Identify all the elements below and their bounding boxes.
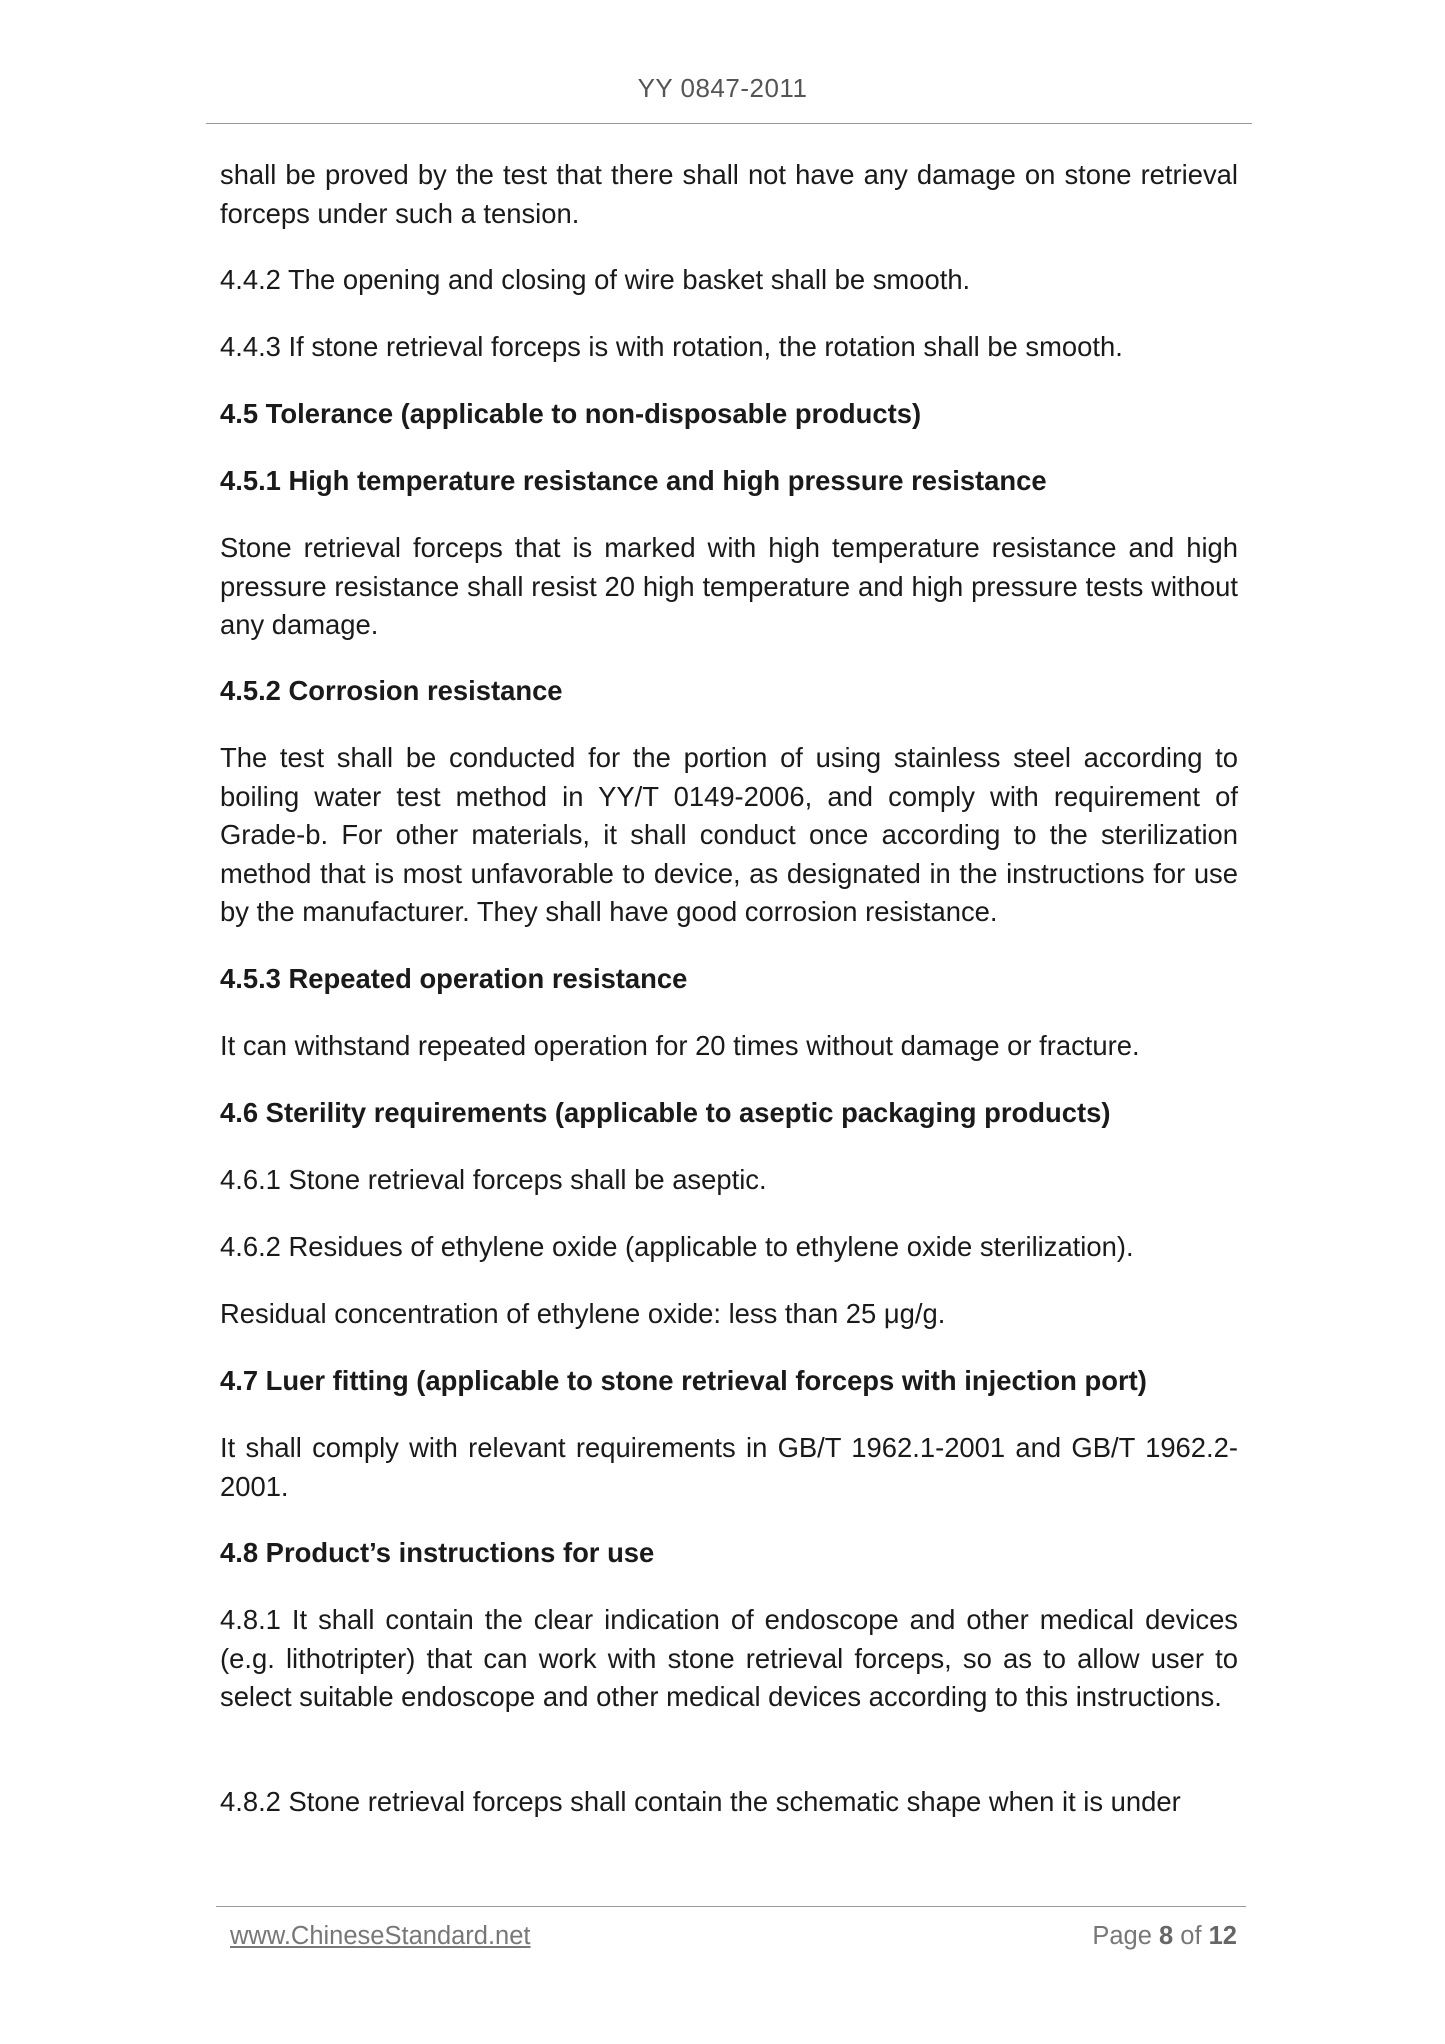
clause-4-6-1: 4.6.1 Stone retrieval forceps shall be aseptic. xyxy=(220,1164,767,1195)
heading-4-5-3: 4.5.3 Repeated operation resistance xyxy=(220,963,688,994)
clause-4-6-2: 4.6.2 Residues of ethylene oxide (applicable to ethylene oxide sterilization). xyxy=(220,1231,1134,1262)
document-code-header: YY 0847-2011 xyxy=(637,73,808,103)
clause-4-5-2-text: The test shall be conducted for the portion of using stainless steel according to boiling water test method in YY/T 0149-2006, and comply with requirement of Grade-b. For other materials, it shall conduct once according to the sterilization method that is most unfavorable to device, as designated in the instructions for use by the manufacturer. They shall have good corrosion resistance. xyxy=(220,742,1238,927)
clause-4-5-1-text: Stone retrieval forceps that is marked with high temperature resistance and high pressure resistance shall resist 20 high temperature and high pressure tests without any damage. xyxy=(220,532,1238,640)
footer-divider xyxy=(216,1906,1246,1907)
page-total: 12 xyxy=(1208,1922,1237,1950)
page-of: of xyxy=(1173,1922,1209,1950)
clause-4-4-3: 4.4.3 If stone retrieval forceps is with rotation, the rotation shall be smooth. xyxy=(220,331,1123,362)
heading-4-6: 4.6 Sterility requirements (applicable to aseptic packaging products) xyxy=(220,1097,1111,1128)
clause-4-8-2: 4.8.2 Stone retrieval forceps shall contain the schematic shape when it is under xyxy=(220,1786,1181,1817)
heading-4-5-2: 4.5.2 Corrosion resistance xyxy=(220,675,563,706)
website-link[interactable]: www.ChineseStandard.net xyxy=(230,1922,531,1950)
clause-4-5-3-text: It can withstand repeated operation for 20 times without damage or fracture. xyxy=(220,1030,1140,1061)
page-prefix: Page xyxy=(1092,1922,1159,1950)
heading-4-5: 4.5 Tolerance (applicable to non-disposable products) xyxy=(220,398,922,429)
paragraph-continuation: shall be proved by the test that there shall not have any damage on stone retrieval forceps under such a tension. xyxy=(220,159,1238,229)
heading-4-5-1: 4.5.1 High temperature resistance and high pressure resistance xyxy=(220,465,1047,496)
clause-4-6-2-limit: Residual concentration of ethylene oxide: less than 25 μg/g. xyxy=(220,1298,946,1329)
clause-4-7-text: It shall comply with relevant requirements in GB/T 1962.1-2001 and GB/T 1962.2-2001. xyxy=(220,1432,1238,1502)
page-current: 8 xyxy=(1159,1922,1174,1950)
heading-4-8: 4.8 Product’s instructions for use xyxy=(220,1537,655,1568)
heading-4-7: 4.7 Luer fitting (applicable to stone retrieval forceps with injection port) xyxy=(220,1365,1147,1396)
page-number xyxy=(1092,1922,1237,1951)
clause-4-4-2: 4.4.2 The opening and closing of wire basket shall be smooth. xyxy=(220,264,971,295)
clause-4-8-1: 4.8.1 It shall contain the clear indication of endoscope and other medical devices (e.g. lithotripter) that can work with stone retrieval forceps, so as to allow user to select suitable endoscope and other medical devices according to this instructions. xyxy=(220,1604,1238,1712)
header-divider xyxy=(206,123,1252,124)
